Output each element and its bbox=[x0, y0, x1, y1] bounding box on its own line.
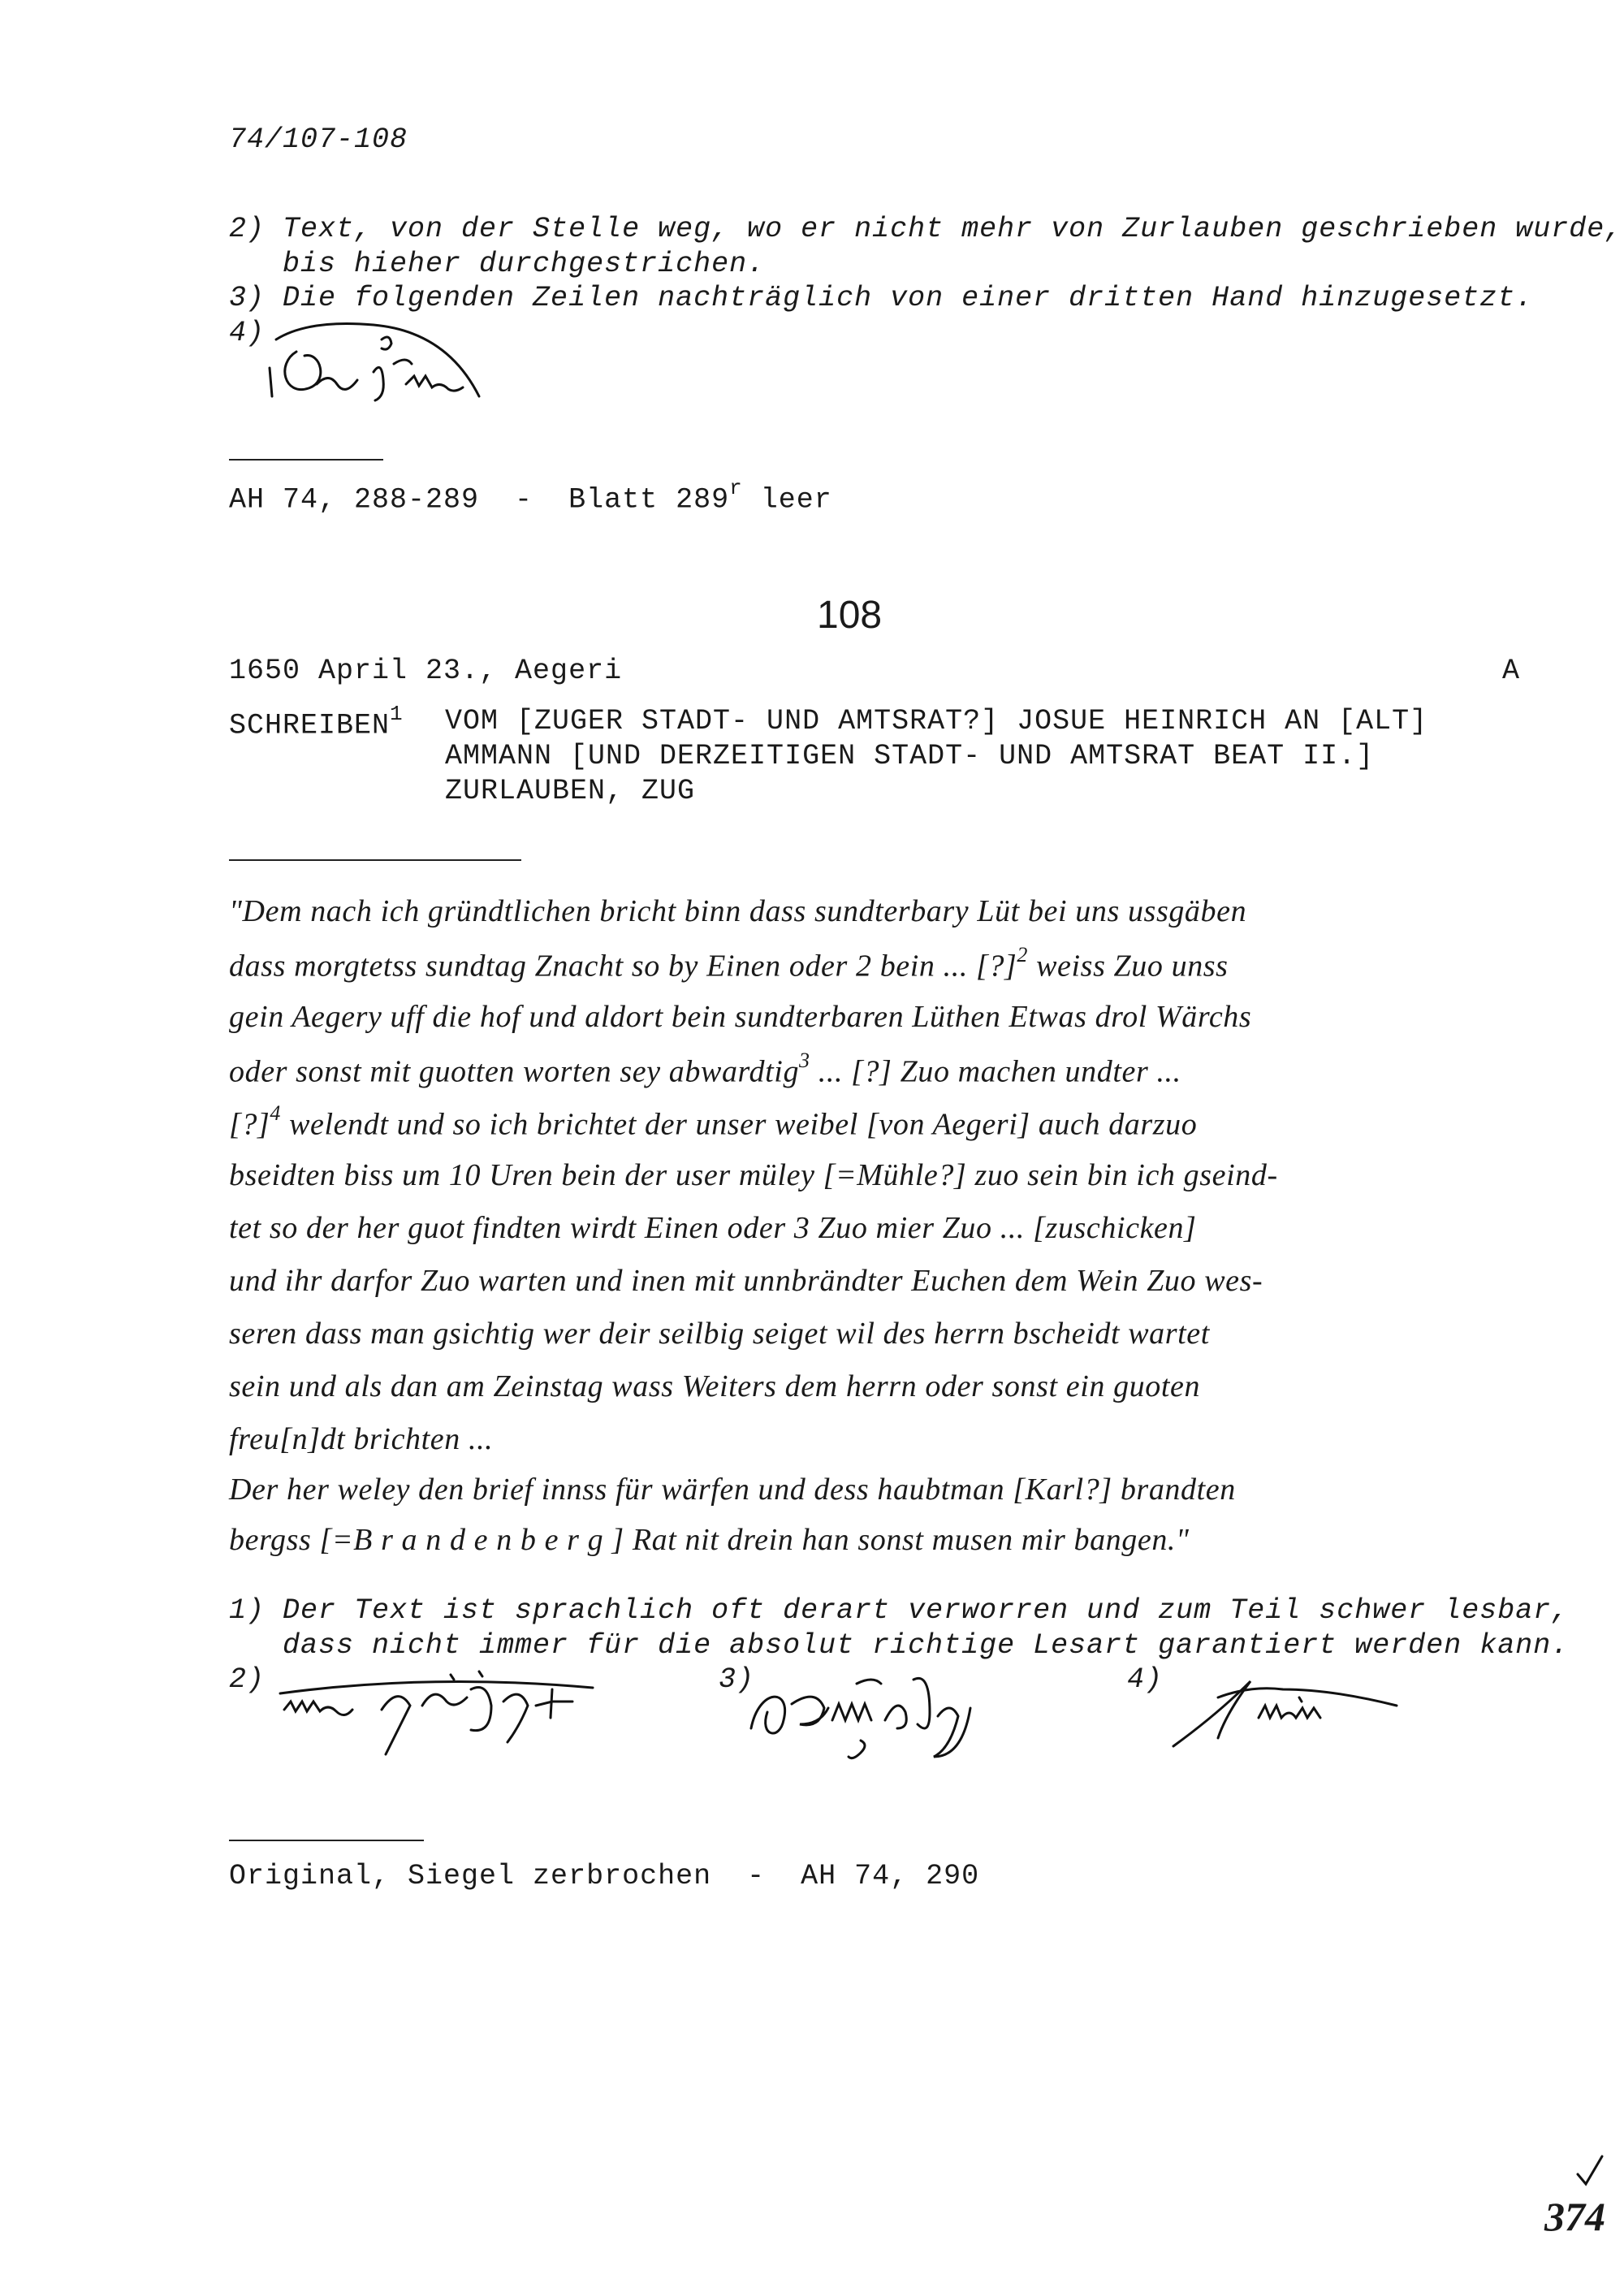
transcription-line: bseidten biss um 10 Uren bein der user müley [=Mühle?] zuo sein bin ich gseind- bbox=[229, 1158, 1278, 1192]
archive-reference: 74/107-108 bbox=[229, 123, 408, 156]
date-place: 1650 April 23., Aegeri bbox=[229, 655, 623, 687]
source-line: Original, Siegel zerbrochen - AH 74, 290 bbox=[229, 1860, 980, 1892]
handwritten-signature bbox=[260, 307, 495, 421]
transcription-line: sein und als dan am Zeinstag wass Weiters dem herrn oder sonst ein guoten bbox=[229, 1369, 1201, 1403]
transcription-line: "Dem nach ich gründtlichen bricht binn dass sundterbary Lüt bei uns ussgäben bbox=[229, 894, 1247, 928]
handwritten-sample bbox=[1169, 1673, 1413, 1754]
title-line: AMMANN [UND DERZEITIGEN STADT- UND AMTSRAT BEAT II.] bbox=[445, 740, 1375, 772]
title-line: VOM [ZUGER STADT- UND AMTSRAT?] JOSUE HEINRICH AN [ALT] bbox=[445, 705, 1428, 737]
separator bbox=[229, 1840, 424, 1841]
footnote-line: 1) Der Text ist sprachlich oft derart verworren und zum Teil schwer lesbar, bbox=[229, 1594, 1570, 1627]
source-line: AH 74, 288-289 - Blatt 289$^r$ leer bbox=[229, 476, 832, 517]
transcription-line: freu[n]dt brichten ... bbox=[229, 1422, 494, 1456]
transcription-line: dass morgtetss sundtag Znacht so by Einen oder 2 bein ... [?]$^2$ weiss Zuo unss bbox=[229, 943, 1229, 984]
transcription-line: Der her weley den brief innss für wärfen und dess haubtman [Karl?] brandten bbox=[229, 1472, 1236, 1507]
title-label: SCHREIBEN$^1$ bbox=[229, 702, 404, 742]
transcription-line: seren dass man gsichtig wer deir seilbig seiget wil des herrn bscheidt wartet bbox=[229, 1317, 1210, 1351]
footnote-marker: 2) bbox=[229, 1663, 266, 1696]
footnote-line: dass nicht immer für die absolut richtige Lesart garantiert werden kann. bbox=[229, 1629, 1570, 1662]
letter-mark: A bbox=[1502, 655, 1521, 687]
page-number: 374 bbox=[1544, 2194, 1605, 2239]
separator bbox=[229, 859, 521, 861]
footnote-marker: 4) bbox=[1127, 1663, 1164, 1696]
transcription-line: bergss [=B r a n d e n b e r g ] Rat nit drein han sonst musen mir bangen." bbox=[229, 1523, 1190, 1557]
handwritten-sample bbox=[268, 1665, 609, 1754]
handwritten-sample bbox=[743, 1663, 1003, 1769]
transcription-line: gein Aegery uff die hof und aldort bein sundterbaren Lüthen Etwas drol Wärchs bbox=[229, 1000, 1252, 1034]
transcription-line: tet so der her guot findten wirdt Einen oder 3 Zuo mier Zuo ... [zuschicken] bbox=[229, 1211, 1197, 1245]
footnote-marker: 3) bbox=[719, 1663, 755, 1696]
check-mark-icon bbox=[1574, 2154, 1606, 2186]
transcription-line: oder sonst mit guotten worten sey abwardtig$^3$ ... [?] Zuo machen undter ... bbox=[229, 1049, 1181, 1089]
footnote-line: bis hieher durchgestrichen. bbox=[229, 248, 766, 280]
footnote-marker: 4) bbox=[229, 317, 266, 349]
transcription-line: und ihr darfor Zuo warten und inen mit unnbrändter Euchen dem Wein Zuo wes- bbox=[229, 1264, 1263, 1298]
transcription-line: [?]$^4$ welendt und so ich brichtet der unser weibel [von Aegeri] auch darzuo bbox=[229, 1101, 1198, 1142]
document-number: 108 bbox=[817, 594, 883, 637]
footnote-line: 2) Text, von der Stelle weg, wo er nicht mehr von Zurlauben geschrieben wurde, bbox=[229, 213, 1623, 245]
title-line: ZURLAUBEN, ZUG bbox=[445, 775, 696, 807]
separator bbox=[229, 459, 383, 461]
footnote-line: 3) Die folgenden Zeilen nachträglich von einer dritten Hand hinzugesetzt. bbox=[229, 282, 1534, 314]
